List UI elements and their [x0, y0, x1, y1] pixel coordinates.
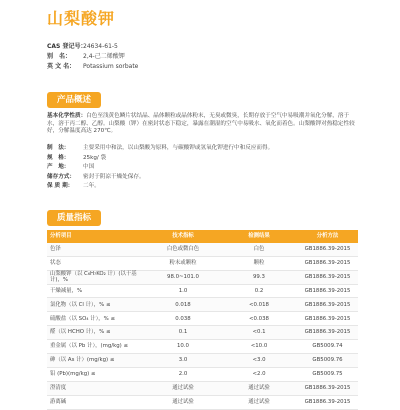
table-cell: <0.1: [252, 329, 266, 336]
spec-label: 规 格：: [47, 155, 70, 161]
table-cell: 0.2: [254, 287, 264, 294]
table-cell: GB5009.75: [312, 371, 343, 378]
table-cell: 10.0: [176, 343, 189, 350]
table-cell: 状态: [50, 260, 61, 267]
table-cell: GB1886.39-2015: [304, 385, 351, 392]
table-cell: GB5009.76: [312, 357, 343, 364]
table-cell: GB1886.39-2015: [304, 301, 351, 308]
table-row: [47, 367, 358, 381]
spec-line: [47, 153, 106, 161]
alias-label: 别 名：: [47, 53, 72, 60]
table-cell: <2.0: [252, 371, 266, 378]
page-title: 山梨酸钾: [47, 9, 116, 28]
basic-properties-paragraph: [47, 113, 357, 136]
table-cell: 通过试验: [172, 385, 194, 392]
table-row: [47, 312, 358, 326]
table-cell: 铅 (Pb)(mg/kg) ≤: [50, 371, 96, 378]
basic-properties-text: 白色至浅黄色鳞片状结晶、晶体颗粒或晶体粉末，无臭或微臭，长期存放于空气中易吸潮并氧化分解，溶于水，溶于丙二醇、乙醇。山梨酸（钾）在密封状态下稳定，暴露在潮湿的空气中易吸水、氧化而着色。山梨酸钾对热稳定性较好，分解温度高达 270℃。: [47, 113, 355, 135]
alias-value: 2,4-己二烯酸钾: [83, 53, 125, 60]
table-cell: 重金属（以 Pb 计），(mg/kg) ≤: [50, 343, 128, 350]
storage-text: 密封于阴凉干燥处保存。: [83, 174, 145, 180]
table-cell: 氯化物（以 Cl 计），% ≤: [50, 301, 111, 308]
table-cell: GB1886.39-2015: [304, 273, 351, 280]
shelf-life-line: [47, 181, 100, 189]
table-cell: <10.0: [250, 343, 268, 350]
table-header-row: [47, 230, 358, 243]
table-cell: 2.0: [178, 371, 188, 378]
table-cell: 硫酸盐（以 SO₄ 计），% ≤: [50, 315, 116, 322]
table-cell: 0.038: [175, 315, 191, 322]
quality-heading: 质量指标: [47, 210, 101, 226]
table-row: [47, 326, 358, 340]
table-row: [47, 243, 358, 256]
table-cell: 山梨酸钾（以 C₆H₇KO₂ 计）(以干基计)，%: [50, 270, 137, 284]
table-cell: GB1886.39-2015: [304, 329, 351, 336]
basic-properties-label: 基本化学性质：: [47, 113, 87, 119]
table-cell: 通过试验: [172, 398, 194, 405]
table-cell: 白色: [253, 246, 265, 253]
table-cell: 游离碱: [50, 398, 67, 405]
table-cell: GB1886.39-2015: [304, 398, 351, 405]
table-cell: 干燥减量，%: [50, 287, 83, 294]
shelf-life-label: 保 质 期：: [47, 183, 74, 189]
production-line: [47, 143, 273, 151]
alias-line: [47, 51, 125, 60]
table-cell: 0.018: [175, 301, 191, 308]
table-cell: 98.0~101.0: [167, 273, 199, 280]
english-name-label: 英 文 名：: [47, 63, 76, 70]
table-row: [47, 270, 358, 284]
table-row: [47, 284, 358, 298]
table-cell: 0.1: [178, 329, 188, 336]
table-cell: 醛（以 HCHO 计），% ≤: [50, 329, 111, 336]
table-row: [47, 354, 358, 368]
cas-number-line: [47, 41, 118, 50]
origin-label: 产 地：: [47, 164, 70, 170]
table-cell: GB1886.39-2015: [304, 315, 351, 322]
table-cell: 澄清度: [50, 385, 67, 392]
table-cell: 3.0: [178, 357, 188, 364]
origin-text: 中国: [83, 164, 95, 170]
production-text: 主要采用中和法，以山梨酸为原料，与碳酸钾或氢氧化钾进行中和反应而得。: [83, 145, 274, 151]
table-row: [47, 298, 358, 312]
storage-line: [47, 172, 145, 180]
table-row: [47, 256, 358, 270]
quality-spec-table: [47, 230, 358, 410]
table-cell: 白色或微白色: [166, 246, 200, 253]
storage-label: 储存方式：: [47, 174, 75, 180]
table-row: [47, 381, 358, 395]
table-cell: 99.3: [252, 273, 265, 280]
table-cell: <0.018: [249, 301, 269, 308]
column-header: 检测结果: [221, 230, 297, 243]
table-cell: 色泽: [50, 246, 61, 253]
english-name-line: [47, 61, 138, 70]
origin-line: [47, 162, 94, 170]
cas-value: 24634-61-5: [83, 43, 118, 50]
overview-heading: 产品概述: [47, 92, 101, 108]
table-cell: 颗粒: [253, 260, 265, 267]
table-cell: 1.0: [178, 287, 188, 294]
english-name-value: Potassium sorbate: [83, 63, 139, 70]
table-cell: GB1886.39-2015: [304, 260, 351, 267]
spec-text: 25kg/ 袋: [83, 155, 107, 161]
table-cell: 砷（以 As 计）(mg/kg) ≤: [50, 357, 115, 364]
column-header: 分析项目: [47, 230, 145, 243]
table-row: [47, 395, 358, 409]
table-cell: 通过试验: [248, 398, 270, 405]
shelf-life-text: 二年。: [83, 183, 100, 189]
table-cell: 粉末或颗粒: [169, 260, 197, 267]
table-cell: <0.038: [249, 315, 269, 322]
table-cell: <3.0: [252, 357, 266, 364]
table-cell: GB1886.39-2015: [304, 287, 351, 294]
table-row: [47, 340, 358, 354]
table-cell: GB5009.74: [312, 343, 343, 350]
cas-label: CAS 登记号：: [47, 43, 87, 50]
table-cell: 通过试验: [248, 385, 270, 392]
table-cell: GB1886.39-2015: [304, 246, 351, 253]
production-label: 制 法：: [47, 145, 70, 151]
column-header: 分析方法: [297, 230, 358, 243]
column-header: 技术指标: [145, 230, 221, 243]
